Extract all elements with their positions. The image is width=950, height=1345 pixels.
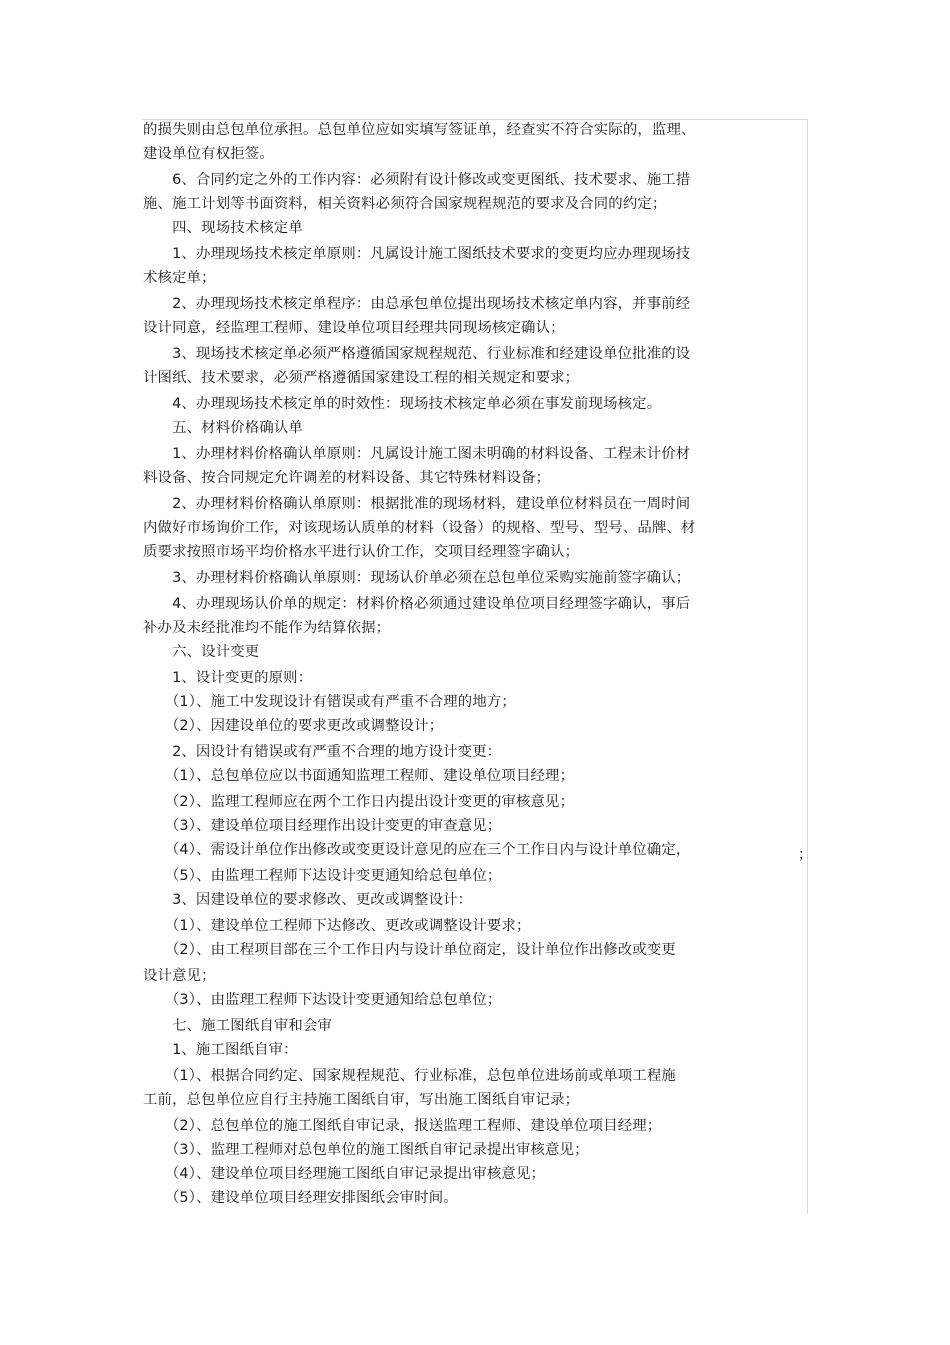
text-line: 五、材料价格确认单	[143, 420, 303, 436]
text-line: 1、施工图纸自审：	[143, 1042, 298, 1058]
text-line: （2）、因建设单位的要求更改或调整设计；	[143, 718, 444, 734]
text-line: （4）、需设计单位作出修改或变更设计意见的应在三个工作日内与设计单位确定，	[143, 842, 691, 858]
text-line: 设计同意，经监理工程师、建设单位项目经理共同现场核定确认；	[143, 320, 565, 336]
text-line: （1）、总包单位应以书面通知监理工程师、建设单位项目经理；	[143, 768, 575, 784]
text-line: 料设备、按合同规定允许调差的材料设备、其它特殊材料设备；	[143, 470, 551, 486]
text-line: （1）、建设单位工程师下达修改、更改或调整设计要求；	[143, 918, 531, 934]
text-line: 1、设计变更的原则：	[143, 670, 313, 686]
text-line: 3、现场技术核定单必须严格遵循国家规程规范、行业标准和经建设单位批准的设	[143, 346, 691, 362]
text-line: 6、合同约定之外的工作内容：必须附有设计修改或变更图纸、技术要求、施工措	[143, 172, 691, 188]
text-line: 的损失则由总包单位承担。总包单位应如实填写签证单，经查实不符合实际的，监理、	[143, 122, 696, 138]
text-line: 1、办理材料价格确认单原则：凡属设计施工图未明确的材料设备、工程未计价材	[143, 446, 691, 462]
text-line: （3）、监理工程师对总包单位的施工图纸自审记录提出审核意见；	[143, 1142, 589, 1158]
text-line: 3、因建设单位的要求修改、更改或调整设计：	[143, 892, 473, 908]
text-line: 设计意见；	[143, 968, 216, 984]
text-line: （2）、总包单位的施工图纸自审记录，报送监理工程师、建设单位项目经理；	[143, 1118, 662, 1134]
text-line: 4、办理现场认价单的规定：材料价格必须通过建设单位项目经理签字确认，事后	[143, 596, 691, 612]
text-line: 七、施工图纸自审和会审	[143, 1018, 333, 1034]
text-line: 工前，总包单位应自行主持施工图纸自审，写出施工图纸自审记录；	[143, 1092, 580, 1108]
text-line: （5）、建设单位项目经理安排图纸会审时间。	[143, 1190, 458, 1206]
text-line: 3、办理材料价格确认单原则：现场认价单必须在总包单位采购实施前签字确认；	[143, 570, 691, 586]
text-line: 补办及未经批准均不能作为结算依据；	[143, 620, 391, 636]
text-line: （5）、由监理工程师下达设计变更通知给总包单位；	[143, 868, 502, 884]
text-line: 术核定单；	[143, 270, 216, 286]
text-line: 4、办理现场技术核定单的时效性：现场技术核定单必须在事发前现场核定。	[143, 396, 662, 412]
text-line: 质要求按照市场平均价格水平进行认价工作，交项目经理签字确认；	[143, 544, 580, 560]
text-line: 四、现场技术核定单	[143, 220, 303, 236]
text-line: 2、办理现场技术核定单程序：由总承包单位提出现场技术核定单内容，并事前经	[143, 296, 691, 312]
text-line: 六、设计变更	[143, 644, 260, 660]
text-line: 2、因设计有错误或有严重不合理的地方设计变更：	[143, 744, 502, 760]
text-line: 计图纸、技术要求，必须严格遵循国家建设工程的相关规定和要求；	[143, 370, 580, 386]
text-line: 施、施工计划等书面资料，相关资料必须符合国家规程规范的要求及合同的约定；	[143, 196, 667, 212]
text-line: （1）、根据合同约定、国家规程规范、行业标准，总包单位进场前或单项工程施	[143, 1068, 676, 1084]
text-line: （2）、由工程项目部在三个工作日内与设计单位商定，设计单位作出修改或变更	[143, 942, 676, 958]
text-line: 建设单位有权拒签。	[143, 146, 274, 162]
text-line: （4）、建设单位项目经理施工图纸自审记录提出审核意见；	[143, 1166, 546, 1182]
text-line: （3）、由监理工程师下达设计变更通知给总包单位；	[143, 992, 502, 1008]
text-line: 1、办理现场技术核定单原则：凡属设计施工图纸技术要求的变更均应办理现场技	[143, 246, 691, 262]
text-line: （2）、监理工程师应在两个工作日内提出设计变更的审核意见；	[143, 794, 575, 810]
text-line: 内做好市场询价工作，对该现场认质单的材料（设备）的规格、型号、型号、品牌、材	[143, 520, 696, 536]
text-line: 2、办理材料价格确认单原则：根据批准的现场材料，建设单位材料员在一周时间	[143, 496, 691, 512]
trailing-semicolon: ；	[798, 847, 812, 863]
text-line: （3）、建设单位项目经理作出设计变更的审查意见；	[143, 818, 502, 834]
text-line: （1）、施工中发现设计有错误或有严重不合理的地方；	[143, 694, 516, 710]
